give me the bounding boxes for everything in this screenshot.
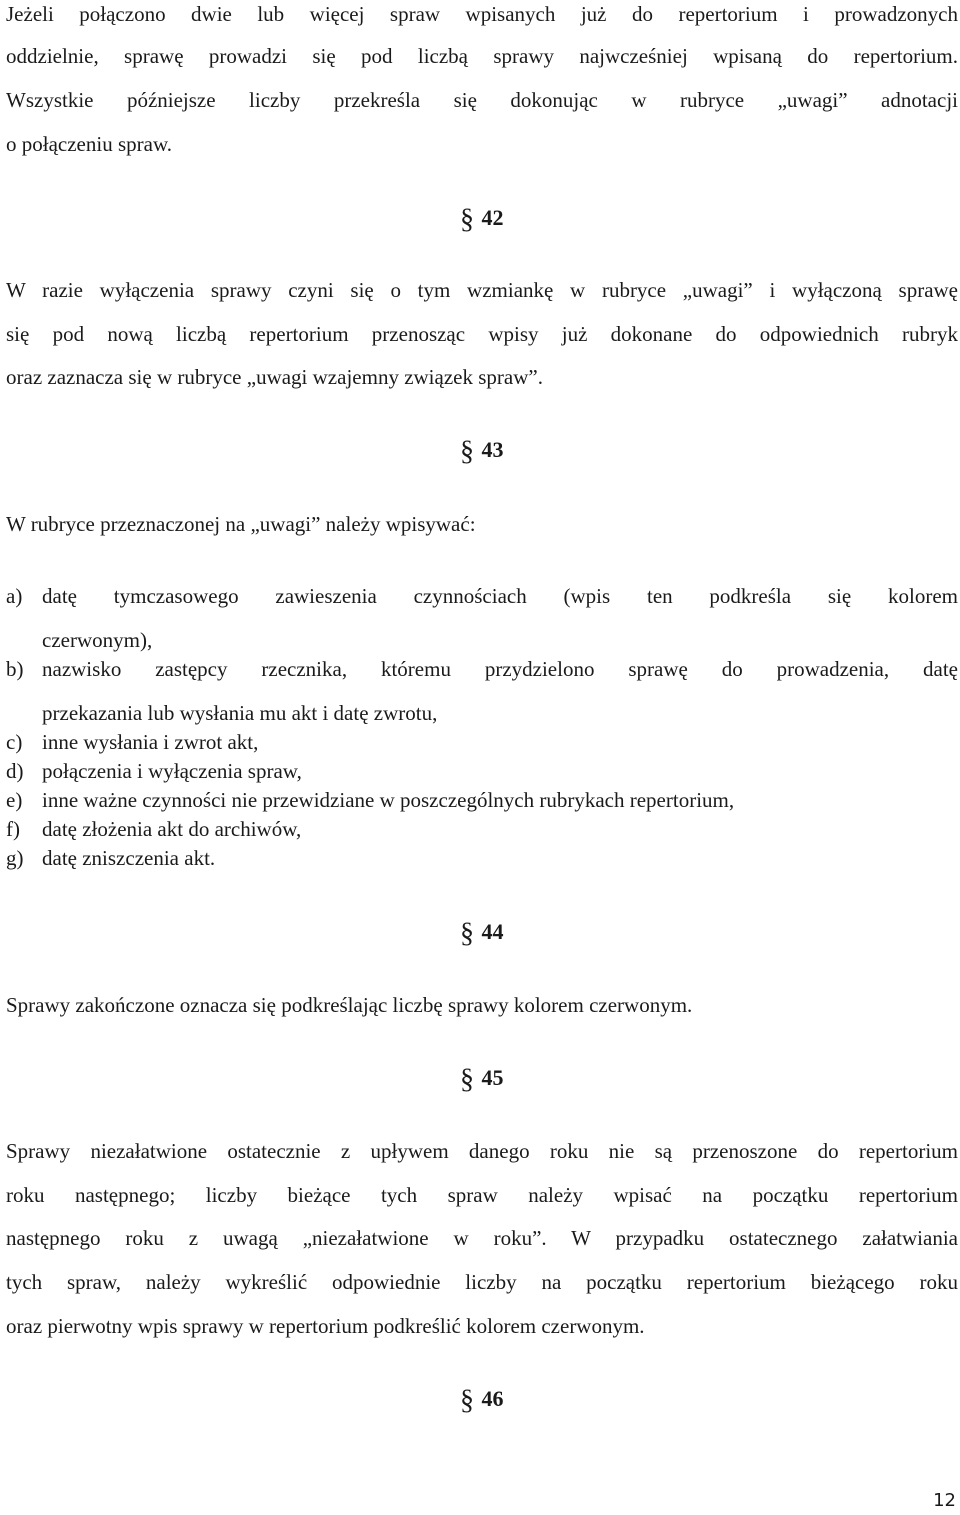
s45-line-1: Sprawy niezałatwione ostatecznie z upływem danego roku nie są przenoszone do repertorium bbox=[6, 1139, 958, 1163]
section-sign: § bbox=[460, 918, 474, 949]
list-item-label-d: d) bbox=[6, 759, 24, 783]
list-item-b-line-1: nazwisko zastępcy rzecznika, któremu przydzielono sprawę do prowadzenia, datę bbox=[42, 657, 958, 681]
section-number: 44 bbox=[481, 919, 504, 944]
section-sign: § bbox=[460, 1064, 474, 1095]
list-item-label-c: c) bbox=[6, 730, 23, 754]
list-item-g-line-1: datę zniszczenia akt. bbox=[42, 846, 216, 870]
section-heading-44 bbox=[460, 918, 504, 948]
s42-line-1: W razie wyłączenia sprawy czyni się o tym wzmiankę w rubryce „uwagi” i wyłączoną sprawę bbox=[6, 278, 958, 302]
section-number: 43 bbox=[481, 437, 504, 462]
list-item-label-g: g) bbox=[6, 846, 24, 870]
list-item-c-line-1: inne wysłania i zwrot akt, bbox=[42, 730, 259, 754]
section-heading-43 bbox=[460, 436, 504, 466]
list-item-a-line-2: czerwonym), bbox=[42, 628, 153, 652]
section-heading-42 bbox=[460, 204, 504, 234]
intro-line-4: o połączeniu spraw. bbox=[6, 132, 172, 156]
section-sign: § bbox=[460, 204, 474, 235]
intro-line-2: oddzielnie, sprawę prowadzi się pod liczbą sprawy najwcześniej wpisaną do repertorium. bbox=[6, 44, 958, 68]
list-item-b-line-2: przekazania lub wysłania mu akt i datę zwrotu, bbox=[42, 701, 438, 725]
s45-line-4: tych spraw, należy wykreślić odpowiednie liczby na początku repertorium bieżącego roku bbox=[6, 1270, 958, 1294]
s45-line-2: roku następnego; liczby bieżące tych spraw należy wpisać na początku repertorium bbox=[6, 1183, 958, 1207]
section-number: 46 bbox=[481, 1386, 504, 1411]
s43-intro-line: W rubryce przeznaczonej na „uwagi” należy wpisywać: bbox=[6, 512, 476, 536]
list-item-label-b: b) bbox=[6, 657, 24, 681]
intro-line-1: Jeżeli połączono dwie lub więcej spraw wpisanych już do repertorium i prowadzonych bbox=[6, 2, 958, 26]
s45-line-5: oraz pierwotny wpis sprawy w repertorium podkreślić kolorem czerwonym. bbox=[6, 1314, 645, 1338]
s42-line-2: się pod nową liczbą repertorium przenosząc wpisy już dokonane do odpowiednich rubryk bbox=[6, 322, 958, 346]
section-number: 42 bbox=[481, 205, 504, 230]
list-item-e-line-1: inne ważne czynności nie przewidziane w poszczególnych rubrykach repertorium, bbox=[42, 788, 735, 812]
page-number: 12 bbox=[933, 1490, 956, 1511]
list-item-f-line-1: datę złożenia akt do archiwów, bbox=[42, 817, 302, 841]
section-sign: § bbox=[460, 436, 474, 467]
list-item-d-line-1: połączenia i wyłączenia spraw, bbox=[42, 759, 302, 783]
section-heading-46 bbox=[460, 1385, 504, 1415]
section-heading-45 bbox=[460, 1064, 504, 1094]
list-item-label-a: a) bbox=[6, 584, 23, 608]
section-sign: § bbox=[460, 1385, 474, 1416]
s42-line-3: oraz zaznacza się w rubryce „uwagi wzajemny związek spraw”. bbox=[6, 365, 543, 389]
section-number: 45 bbox=[481, 1065, 504, 1090]
list-item-a-line-1: datę tymczasowego zawieszenia czynnościach (wpis ten podkreśla się kolorem bbox=[42, 584, 958, 608]
list-item-label-f: f) bbox=[6, 817, 20, 841]
s45-line-3: następnego roku z uwagą „niezałatwione w roku”. W przypadku ostatecznego załatwiania bbox=[6, 1226, 958, 1250]
list-item-label-e: e) bbox=[6, 788, 23, 812]
s44-line-1: Sprawy zakończone oznacza się podkreślając liczbę sprawy kolorem czerwonym. bbox=[6, 993, 693, 1017]
intro-line-3: Wszystkie późniejsze liczby przekreśla się dokonując w rubryce „uwagi” adnotacji bbox=[6, 88, 958, 112]
